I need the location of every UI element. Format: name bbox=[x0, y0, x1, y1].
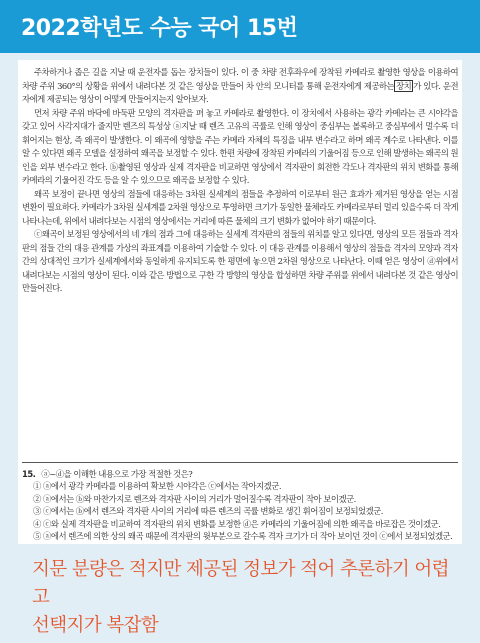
exam-page bbox=[18, 60, 462, 544]
passage-paragraph: 먼저 차량 주위 바닥에 바둑판 모양의 격자판을 펴 놓고 카메라로 촬영한다. 이 장치에서 사용하는 광각 카메라는 큰 시야각을 갖고 있어 사각지대가 줄지만 렌즈의 특성상 ⓐ지날 때 렌즈 고유의 곡률로 인해 영상이 중심부는 볼록하고 중심부에서 멀수록 더 휘어지는 현상, 즉 왜곡이 발생한다. 이 왜곡에 영향을 주는 카메라 자체의 특징을 내부 변수라고 하며 왜곡 계수로 나타낸다. 이를 알 수 있다면 왜곡 모델을 설정하여 왜곡을 보정할 수 있다. 한편 차량에 장착된 카메라의 기울어짐 등으로 인해 발생하는 왜곡의 원인을 외부 변수라고 한다. ⓑ촬영된 영상과 실제 격자판을 비교하면 영상에서 격자판이 회전한 각도나 격자판의 위치 변화를 통해 카메라의 기울어진 각도 등을 알 수 있으므로 왜곡을 보정할 수 있다. bbox=[22, 107, 458, 185]
passage-text: 가 있다. 운전자에게 제공되는 영상이 어떻게 만들어지는지 알아보자. bbox=[22, 80, 458, 104]
title-banner bbox=[0, 0, 480, 53]
section-divider bbox=[22, 462, 458, 463]
answer-choice[interactable]: ② ⓐ에서는 ⓑ와 마찬가지로 렌즈와 격자판 사이의 거리가 멀어질수록 격자판이 작아 보이겠군. bbox=[33, 493, 356, 504]
answer-choice[interactable]: ① ⓐ에서 광각 카메라를 이용하여 확보한 시야각은 ⓒ에서는 작아지겠군. bbox=[33, 481, 282, 492]
answer-choice[interactable]: ③ ⓒ에서는 ⓑ에서 렌즈와 격자판 사이의 거리에 따른 렌즈의 곡률 변화로 생긴 휘어짐이 보정되었겠군. bbox=[33, 506, 383, 517]
passage-paragraph: ⓒ왜곡이 보정된 영상에서의 네 개의 점과 그에 대응하는 실세계 격자판의 점들의 위치를 알고 있다면, 영상의 모든 점들과 격자판의 점들 간의 대응 관계를 가상의 좌표계를 이용하여 기술할 수 있다. 이 대응 관계를 이용해서 영상의 점들을 격자의 모양과 격자 간의 상대적인 크기가 실세계에서와 동일하게 유지되도록 한 평면에 놓으면 2차원 영상으로 나타난다. 이때 얻은 영상이 ⓓ위에서 내려다보는 시점의 영상이 된다. 이와 같은 방법으로 구한 각 방향의 영상을 합성하면 차량 주위를 위에서 내려다본 것 같은 영상이 만들어진다. bbox=[22, 229, 458, 293]
caption-line: 선택지가 복잡함 bbox=[32, 615, 159, 636]
question-block bbox=[22, 468, 458, 542]
boxed-term: 장치 bbox=[396, 80, 412, 91]
answer-choice[interactable]: ④ ⓒ와 실제 격자판을 비교하여 격자판의 위치 변화를 보정한 ⓓ은 카메라의 기울어짐에 의한 왜곡을 바로잡은 것이겠군. bbox=[33, 518, 441, 529]
commentary-caption bbox=[32, 556, 462, 640]
reading-passage bbox=[22, 66, 458, 296]
passage-paragraph bbox=[22, 66, 458, 107]
question-text: ⓐ~ⓓ을 이해한 내용으로 가장 적절한 것은? bbox=[41, 469, 193, 479]
page-title: 2022학년도 수능 국어 15번 bbox=[21, 16, 298, 41]
question-number: 15. bbox=[22, 469, 36, 479]
question-stem bbox=[22, 468, 458, 480]
passage-paragraph: 왜곡 보정이 끝나면 영상의 점들에 대응하는 3차원 실세계의 점들을 추정하여 이로부터 원근 효과가 제거된 영상을 얻는 시점 변환이 필요하다. 카메라가 3차원 실세계를 2차원 영상으로 투영하면 크기가 동일한 물체라도 카메라로부터 멀리 있을수록 더 작게 나타나는데, 위에서 내려다보는 시점의 영상에서는 거리에 따른 물체의 크기 변화가 없어야 하기 때문이다. bbox=[22, 188, 458, 226]
answer-choice[interactable]: ⑤ ⓐ에서 렌즈에 의한 상의 왜곡 때문에 격자판의 윗부분으로 갈수록 격자 크기가 더 작아 보이던 것이 ⓒ에서 보정되었겠군. bbox=[33, 531, 453, 542]
caption-line: 지문 분량은 적지만 제공된 정보가 적어 추론하기 어렵고 bbox=[32, 559, 449, 608]
passage-text: 주차하거나 좁은 길을 지날 때 운전자를 돕는 장치들이 있다. 이 중 차량 전후좌우에 장착된 카메라로 촬영한 영상을 이용하여 차량 주위 360°의 상황을 위에서 내려다본 것 같은 영상을 만들어 차 안의 모니터를 통해 운전자에게 제공하는 bbox=[22, 67, 458, 91]
